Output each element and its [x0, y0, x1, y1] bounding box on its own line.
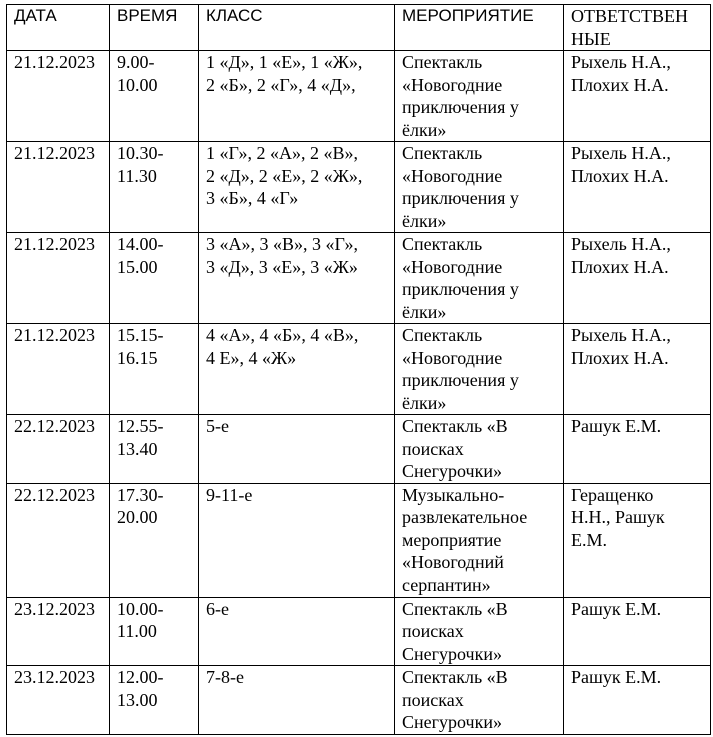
table-row: [7, 324, 711, 415]
cell-responsible: Рашук Е.М.: [564, 415, 711, 484]
cell-class: 4 «А», 4 «Б», 4 «В», 4 Е», 4 «Ж»: [199, 324, 395, 415]
table-row: [7, 415, 711, 484]
table-row: [7, 666, 711, 735]
cell-event: Спектакль «Новогодние приключения у ёлки»: [395, 233, 564, 324]
cell-responsible: Рыхель Н.А., Плохих Н.А.: [564, 233, 711, 324]
cell-class: 1 «Г», 2 «А», 2 «В», 2 «Д», 2 «Е», 2 «Ж», 3 «Б», 4 «Г»: [199, 142, 395, 233]
table-header: [7, 5, 711, 51]
cell-event: Спектакль «В поисках Снегурочки»: [395, 415, 564, 484]
cell-date: 21.12.2023: [7, 324, 110, 415]
cell-time: 12.00- 13.00: [110, 666, 199, 735]
cell-time: 17.30- 20.00: [110, 483, 199, 597]
header-event: МЕРОПРИЯТИЕ: [395, 5, 564, 51]
cell-class: 1 «Д», 1 «Е», 1 «Ж», 2 «Б», 2 «Г», 4 «Д»,: [199, 51, 395, 142]
cell-responsible: Рыхель Н.А., Плохих Н.А.: [564, 324, 711, 415]
table-row: [7, 597, 711, 666]
cell-event: Спектакль «В поисках Снегурочки»: [395, 597, 564, 666]
cell-responsible: Рашук Е.М.: [564, 597, 711, 666]
table-row: [7, 233, 711, 324]
cell-time: 14.00- 15.00: [110, 233, 199, 324]
table-row: [7, 483, 711, 597]
cell-class: 9-11-е: [199, 483, 395, 597]
cell-responsible: Рыхель Н.А., Плохих Н.А.: [564, 142, 711, 233]
table-row: [7, 142, 711, 233]
cell-time: 10.30- 11.30: [110, 142, 199, 233]
cell-responsible: Рашук Е.М.: [564, 666, 711, 735]
schedule-table: [6, 4, 711, 735]
cell-date: 22.12.2023: [7, 415, 110, 484]
cell-date: 23.12.2023: [7, 666, 110, 735]
cell-class: 5-е: [199, 415, 395, 484]
cell-responsible: Рыхель Н.А., Плохих Н.А.: [564, 51, 711, 142]
cell-time: 9.00- 10.00: [110, 51, 199, 142]
cell-class: 6-е: [199, 597, 395, 666]
header-time: ВРЕМЯ: [110, 5, 199, 51]
cell-event: Музыкально- развлекательное мероприятие «Новогодний серпантин»: [395, 483, 564, 597]
cell-date: 21.12.2023: [7, 233, 110, 324]
cell-event: Спектакль «В поисках Снегурочки»: [395, 666, 564, 735]
cell-time: 10.00- 11.00: [110, 597, 199, 666]
cell-class: 3 «А», 3 «В», 3 «Г», 3 «Д», 3 «Е», 3 «Ж»: [199, 233, 395, 324]
cell-date: 21.12.2023: [7, 142, 110, 233]
header-responsible: ОТВЕТСТВЕН НЫЕ: [564, 5, 711, 51]
cell-event: Спектакль «Новогодние приключения у ёлки»: [395, 51, 564, 142]
cell-date: 23.12.2023: [7, 597, 110, 666]
table-row: [7, 51, 711, 142]
cell-event: Спектакль «Новогодние приключения у ёлки»: [395, 142, 564, 233]
cell-responsible: Геращенко Н.Н., Рашук Е.М.: [564, 483, 711, 597]
cell-class: 7-8-е: [199, 666, 395, 735]
cell-date: 21.12.2023: [7, 51, 110, 142]
cell-time: 15.15- 16.15: [110, 324, 199, 415]
header-class: КЛАСС: [199, 5, 395, 51]
table-body: [7, 51, 711, 735]
cell-time: 12.55- 13.40: [110, 415, 199, 484]
header-date: ДАТА: [7, 5, 110, 51]
header-row: [7, 5, 711, 51]
cell-event: Спектакль «Новогодние приключения у ёлки»: [395, 324, 564, 415]
cell-date: 22.12.2023: [7, 483, 110, 597]
